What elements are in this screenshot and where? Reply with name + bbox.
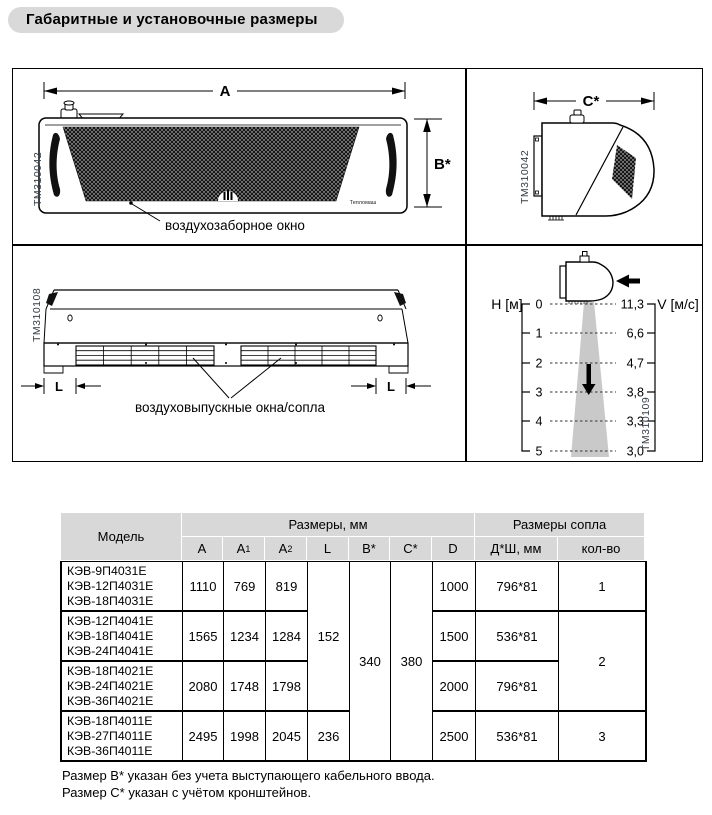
dim-b-merged-cell: 340 (350, 562, 390, 760)
dim-a1-cell: 1748 (224, 662, 265, 710)
col-header-d: D (432, 537, 474, 560)
dim-d-cell: 1000 (433, 562, 475, 610)
drawings-panel (12, 68, 703, 462)
dim-a-cell: 2080 (183, 662, 223, 710)
dim-l-left-label: L (55, 379, 63, 394)
dim-c-merged-cell: 380 (391, 562, 432, 760)
dim-a1-cell: 1998 (224, 712, 265, 760)
height-scale (522, 304, 530, 451)
dimensions-table (60, 513, 647, 762)
nozzle-size-cell: 536*81 (476, 612, 558, 660)
model-cell: КЭВ-18П4021Е КЭВ-24П4021Е КЭВ-36П4021Е (62, 662, 182, 710)
drawing-code: ТМ310042 (32, 151, 44, 206)
note-c: Размер C* указан с учётом кронштейнов. (62, 784, 312, 800)
dim-a-label: A (219, 83, 231, 100)
outlet-grille-left (76, 346, 214, 365)
dim-l-right-label: L (387, 379, 395, 394)
col-group-nozzle: Размеры сопла (475, 513, 644, 536)
intake-grille (63, 127, 359, 201)
drawing-code: ТМ310108 (31, 287, 43, 342)
front-view-drawing (13, 69, 465, 244)
dim-l-merged-cell: 152 (308, 562, 349, 710)
velocity-value: 4,7 (626, 356, 644, 371)
dim-a-cell: 1110 (183, 562, 223, 610)
cable-gland (61, 101, 123, 120)
col-header-model: Модель (61, 513, 181, 560)
dim-a-cell: 1565 (183, 612, 223, 660)
velocity-value: 3,8 (626, 385, 644, 400)
nozzle-qty-merged-cell: 2 (559, 612, 645, 710)
note-b: Размер B* указан без учета выступающего кабельного ввода. (62, 768, 435, 783)
table-header (61, 513, 644, 560)
velocity-value: 11,3 (620, 297, 644, 312)
nozzle-size-cell: 536*81 (476, 712, 558, 760)
nozzle-qty-cell: 3 (559, 712, 645, 760)
svg-text:воздухозаборное окно: воздухозаборное окно (165, 218, 305, 233)
model-cell: КЭВ-9П4031Е КЭВ-12П4031Е КЭВ-18П4031Е (62, 562, 182, 610)
dim-d-cell: 2000 (433, 662, 475, 710)
footnotes (62, 768, 435, 801)
drawing-code: ТМ310042 (519, 149, 531, 204)
dim-a1-cell: 769 (224, 562, 265, 610)
dim-a-cell: 2495 (183, 712, 223, 760)
drawing-code: ТМ310109 (640, 396, 652, 451)
height-tick: 1 (535, 326, 543, 341)
col-header-a2: А 2 (265, 537, 306, 560)
inflow-arrow-icon (616, 275, 640, 288)
height-tick: 0 (535, 297, 543, 312)
dim-a2-cell: 1798 (266, 662, 307, 710)
col-header-nozzle-size: Д*Ш, мм (475, 537, 557, 560)
col-header-l: L (307, 537, 348, 560)
unit-bottom-body (44, 290, 408, 373)
unit-body (39, 118, 407, 213)
model-cell: КЭВ-12П4041Е КЭВ-18П4041Е КЭВ-24П4041Е (62, 612, 182, 660)
dim-c-label: C* (582, 93, 600, 110)
nozzle-size-cell: 796*81 (476, 662, 558, 710)
nozzle-size-cell: 796*81 (476, 562, 558, 610)
col-header-c: C* (390, 537, 431, 560)
col-header-qty: кол-во (558, 537, 644, 560)
height-tick: 4 (535, 414, 543, 429)
h-axis-label: H [м] (491, 296, 523, 312)
col-header-a1: А 1 (223, 537, 264, 560)
col-header-b: B* (349, 537, 389, 560)
dim-a1-cell: 1234 (224, 612, 265, 660)
model-cell: КЭВ-18П4011Е КЭВ-27П4011Е КЭВ-36П4011Е (62, 712, 182, 760)
nozzle-qty-cell: 1 (559, 562, 645, 610)
height-tick: 5 (535, 444, 543, 459)
dim-a2-cell: 2045 (266, 712, 307, 760)
unit-side-body (534, 110, 654, 220)
bottom-view-drawing (13, 246, 465, 462)
height-tick: 2 (535, 356, 543, 371)
col-header-a: А (182, 537, 222, 560)
col-group-dimensions: Размеры, мм (182, 513, 474, 536)
dim-d-cell: 2500 (433, 712, 475, 760)
dim-a2-cell: 819 (266, 562, 307, 610)
velocity-value: 3,0 (626, 444, 644, 459)
side-view-drawing (466, 69, 702, 244)
dim-b-label: B* (434, 156, 451, 173)
dim-a2-cell: 1284 (266, 612, 307, 660)
dim-l-cell: 236 (308, 712, 349, 760)
v-axis-label: V [м/с] (657, 296, 699, 312)
unit-icon (560, 252, 613, 305)
brand-label: Тепломаш (349, 200, 377, 206)
table-body (60, 561, 647, 762)
velocity-value: 3,3 (626, 414, 644, 429)
svg-text:воздуховыпускные окна/сопла: воздуховыпускные окна/сопла (134, 400, 326, 415)
jet-velocity-diagram (466, 246, 702, 462)
page-title: Габаритные и установочные размеры (8, 7, 344, 33)
outlet-grille-right (241, 346, 376, 365)
dim-d-cell: 1500 (433, 612, 475, 660)
height-tick: 3 (535, 385, 543, 400)
velocity-value: 6,6 (626, 326, 644, 341)
